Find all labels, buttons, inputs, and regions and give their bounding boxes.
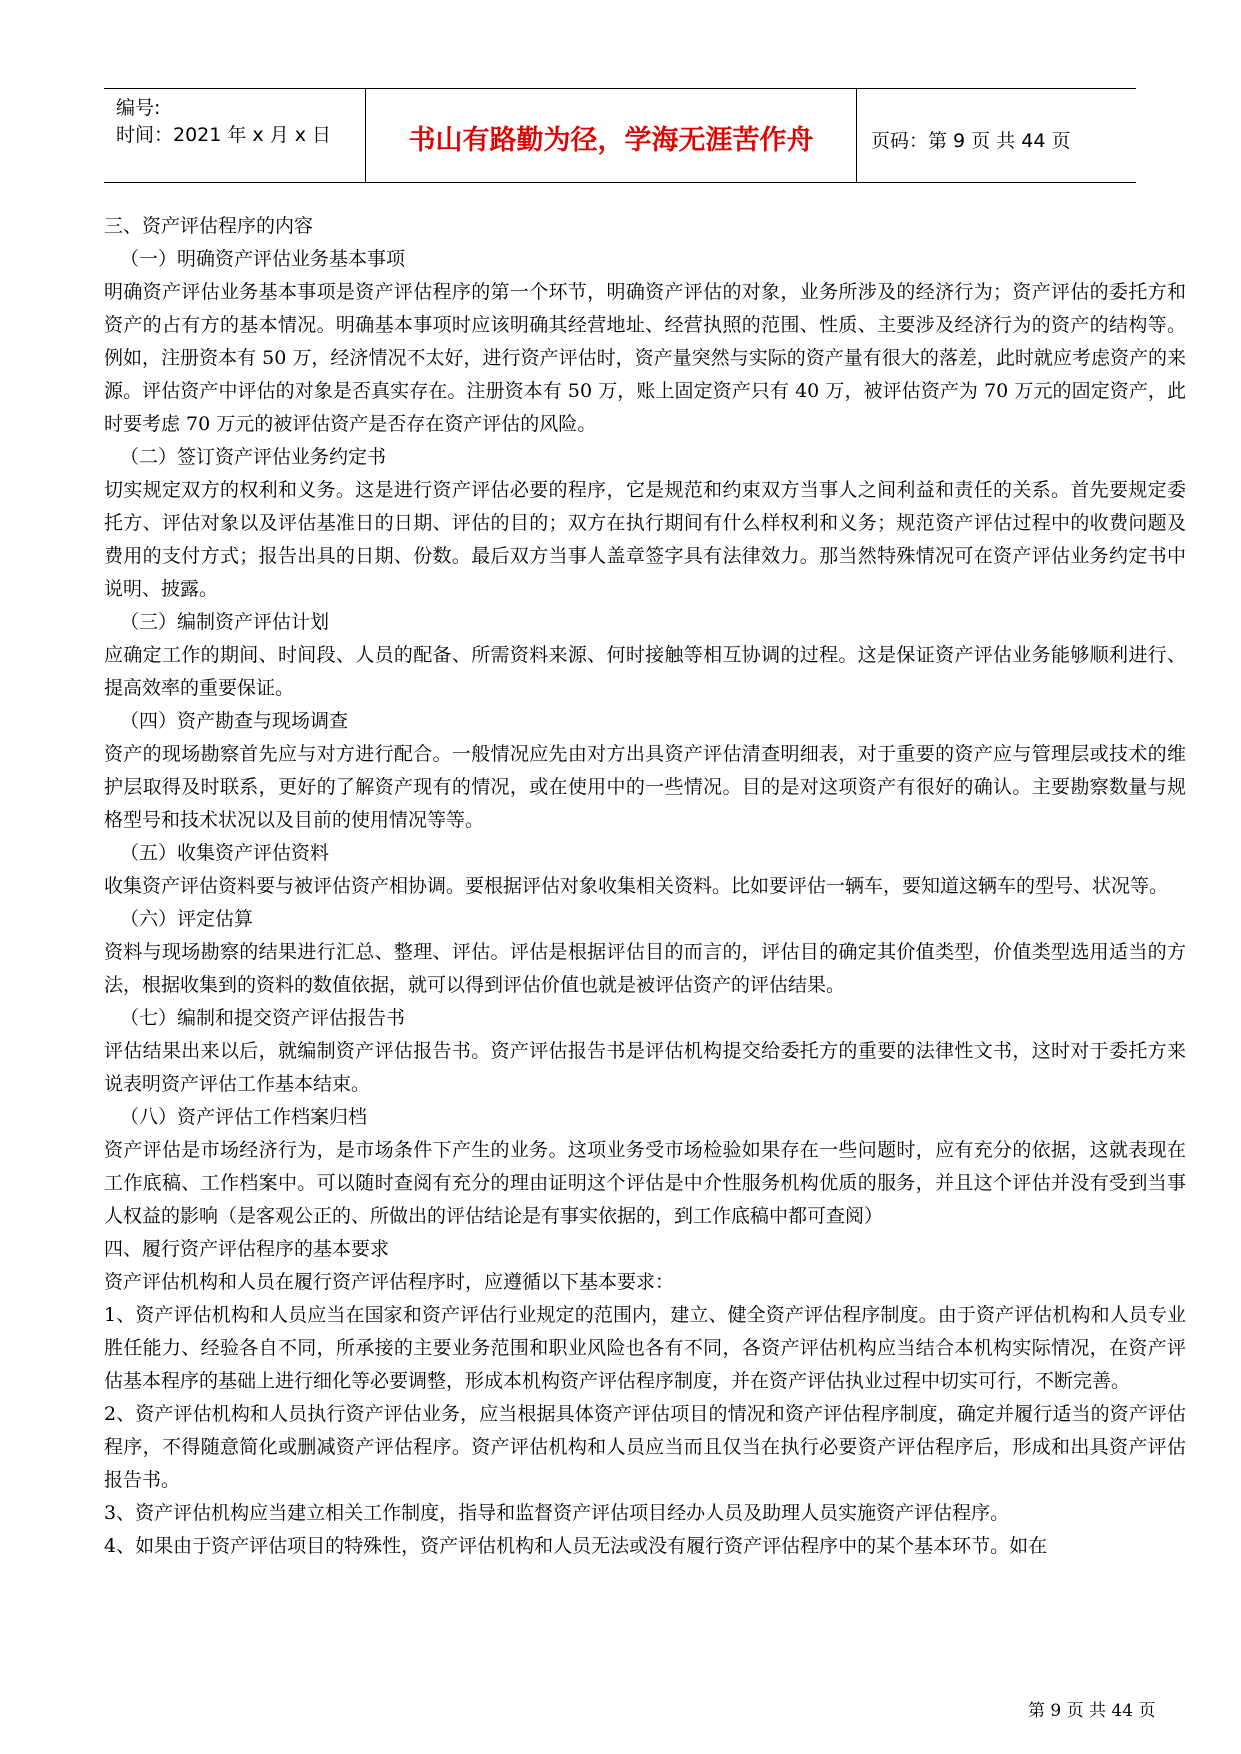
subsection-heading: （八）资产评估工作档案归档 (120, 1106, 368, 1128)
section-heading: 三、资产评估程序的内容 (104, 215, 314, 237)
paragraph: 4、如果由于资产评估项目的特殊性，资产评估机构和人员无法或没有履行资产评估程序中的某个基本环节。如在 (104, 1535, 1048, 1557)
subsection-heading: （二）签订资产评估业务约定书 (120, 446, 387, 468)
header-info-cell (104, 89, 366, 182)
paragraph: 资产评估机构和人员在履行资产评估程序时，应遵循以下基本要求： (104, 1271, 675, 1293)
paragraph: 1、资产评估机构和人员应当在国家和资产评估行业规定的范围内，建立、健全资产评估程序制度。由于资产评估机构和人员专业胜任能力、经验各自不同，所承接的主要业务范围和职业风险也各有不同，各资产评估机构应当结合本机构实际情况，在资产评估基本程序的基础上进行细化等必要调整，形成本机构资产评估程序制度，并在资产评估执业过程中切实可行，不断完善。 (104, 1304, 1186, 1392)
paragraph: 收集资产评估资料要与被评估资产相协调。要根据评估对象收集相关资料。比如要评估一辆车，要知道这辆车的型号、状况等。 (104, 875, 1169, 897)
paragraph: 应确定工作的期间、时间段、人员的配备、所需资料来源、何时接触等相互协调的过程。这是保证资产评估业务能够顺利进行、提高效率的重要保证。 (104, 644, 1186, 699)
section-heading: 四、履行资产评估程序的基本要求 (104, 1238, 390, 1260)
paragraph: 资产的现场勘察首先应与对方进行配合。一般情况应先由对方出具资产评估清查明细表，对于重要的资产应与管理层或技术的维护层取得及时联系，更好的了解资产现有的情况，或在使用中的一些情况。目的是对这项资产有很好的确认。主要勘察数量与规格型号和技术状况以及目前的使用情况等等。 (104, 743, 1186, 831)
subsection-heading: （六）评定估算 (120, 908, 254, 930)
page-footer: 第 9 页 共 44 页 (1028, 1701, 1156, 1721)
page-header (104, 88, 1136, 183)
header-page-cell (857, 89, 1136, 182)
paragraph: 2、资产评估机构和人员执行资产评估业务，应当根据具体资产评估项目的情况和资产评估程序制度，确定并履行适当的资产评估程序，不得随意简化或删减资产评估程序。资产评估机构和人员应当而且仅当在执行必要资产评估程序后，形成和出具资产评估报告书。 (104, 1403, 1186, 1491)
subsection-heading: （五）收集资产评估资料 (120, 842, 330, 864)
time-label: 时间：2021 年 x 月 x 日 (116, 124, 332, 146)
subsection-heading: （一）明确资产评估业务基本事项 (120, 248, 406, 270)
header-motto-cell (366, 89, 857, 182)
subsection-heading: （三）编制资产评估计划 (120, 611, 330, 633)
page-number-label: 页码：第 9 页 共 44 页 (871, 130, 1071, 152)
paragraph: 评估结果出来以后，就编制资产评估报告书。资产评估报告书是评估机构提交给委托方的重要的法律性文书，这时对于委托方来说表明资产评估工作基本结束。 (104, 1040, 1186, 1095)
number-label: 编号: (116, 97, 161, 119)
paragraph: 3、资产评估机构应当建立相关工作制度，指导和监督资产评估项目经办人员及助理人员实施资产评估程序。 (104, 1502, 1010, 1524)
subsection-heading: （四）资产勘查与现场调查 (120, 710, 349, 732)
document-body (104, 210, 1186, 1563)
paragraph: 资产评估是市场经济行为，是市场条件下产生的业务。这项业务受市场检验如果存在一些问题时，应有充分的依据，这就表现在工作底稿、工作档案中。可以随时查阅有充分的理由证明这个评估是中介性服务机构优质的服务，并且这个评估并没有受到当事人权益的影响（是客观公正的、所做出的评估结论是有事实依据的，到工作底稿中都可查阅） (104, 1139, 1186, 1227)
motto: 书山有路勤为径，学海无涯苦作舟 (408, 125, 814, 156)
paragraph: 明确资产评估业务基本事项是资产评估程序的第一个环节，明确资产评估的对象，业务所涉及的经济行为；资产评估的委托方和资产的占有方的基本情况。明确基本事项时应该明确其经营地址、经营执照的范围、性质、主要涉及经济行为的资产的结构等。例如，注册资本有 50 万，经济情况不太好，进行资产评估时，资产量突然与实际的资产量有很大的落差，此时就应考虑资产的来源。评估资产中评估的对象是否真实存在。注册资本有 50 万，账上固定资产只有 40 万，被评估资产为 70 万元的固定资产，此时要考虑 70 万元的被评估资产是否存在资产评估的风险。 (104, 281, 1186, 435)
paragraph: 切实规定双方的权利和义务。这是进行资产评估必要的程序，它是规范和约束双方当事人之间利益和责任的关系。首先要规定委托方、评估对象以及评估基准日的日期、评估的目的；双方在执行期间有什么样权利和义务；规范资产评估过程中的收费问题及费用的支付方式；报告出具的日期、份数。最后双方当事人盖章签字具有法律效力。那当然特殊情况可在资产评估业务约定书中说明、披露。 (104, 479, 1186, 600)
subsection-heading: （七）编制和提交资产评估报告书 (120, 1007, 406, 1029)
paragraph: 资料与现场勘察的结果进行汇总、整理、评估。评估是根据评估目的而言的，评估目的确定其价值类型，价值类型选用适当的方法，根据收集到的资料的数值依据，就可以得到评估价值也就是被评估资产的评估结果。 (104, 941, 1186, 996)
